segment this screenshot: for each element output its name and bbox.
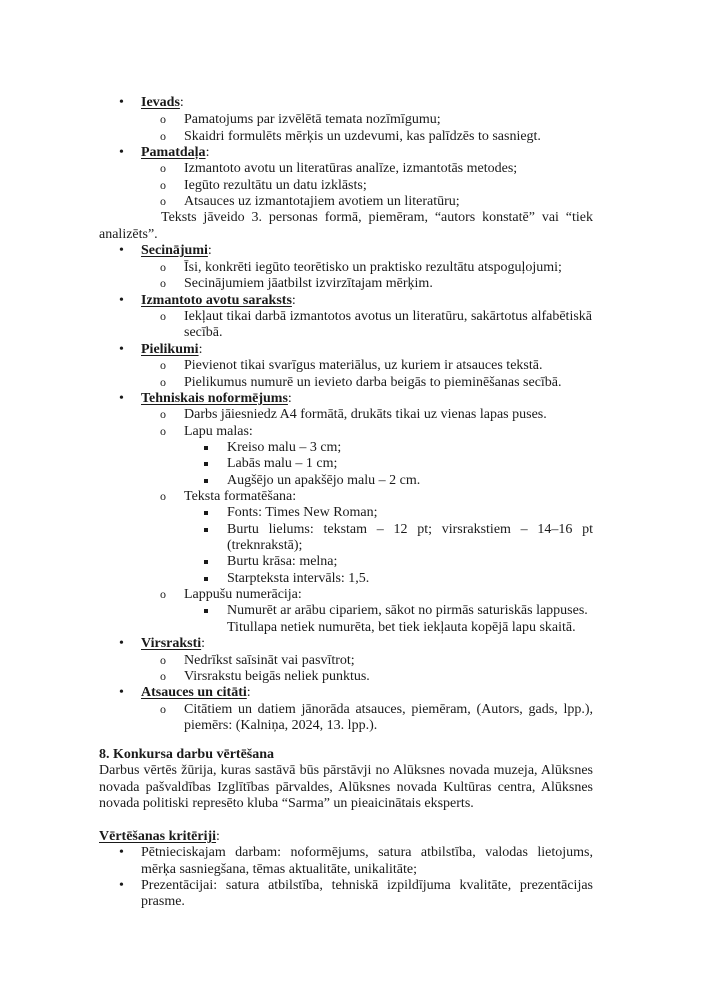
colon: :	[179, 95, 184, 110]
paragraph-line: Darbus vērtēs žūrija, kuras sastāvā būs pārstāvji no Alūksnes novada muzeja, Alūksnes	[99, 763, 593, 778]
list-item-continuation: prasme.	[141, 894, 185, 909]
list-item: o Iekļaut tikai darbā izmantotos avotus un literatūru, sakārtotus alfabētiskā	[184, 309, 592, 325]
sub-list-item: Numurēt ar arābu cipariem, sākot no pirmās saturiskās lappuses.	[227, 603, 588, 618]
section-title: Izmantoto avotu saraksts	[141, 293, 292, 308]
section-title: Pielikumi	[141, 342, 199, 357]
list-item: o Izmantoto avotu un literatūras analīze, izmantotās metodes;	[184, 161, 517, 177]
section-title: Ievads	[141, 95, 180, 110]
list-item: o Nedrīkst saīsināt vai pasvītrot;	[184, 653, 355, 669]
colon: :	[207, 243, 212, 258]
list-item: • Pētnieciskajam darbam: noformējums, satura atbilstība, valodas lietojums,	[141, 845, 593, 861]
list-item: • Prezentācijai: satura atbilstība, tehniskā izpildījuma kvalitāte, prezentācijas	[141, 878, 593, 894]
colon: :	[216, 829, 220, 844]
sub-list-item-continuation: (treknrakstā);	[227, 538, 303, 553]
list-item: o Secinājumiem jāatbilst izvirzītajam mērķim.	[184, 276, 433, 292]
list-item: o Pamatojums par izvēlētā temata nozīmīgumu;	[184, 112, 441, 128]
list-item-continuation: mērķa sasniegšana, tēmas aktualitāte, unikalitāte;	[141, 862, 418, 877]
sub-list-item: Labās malu – 1 cm;	[227, 456, 338, 471]
section-ievads	[141, 95, 184, 111]
list-item: o Lappušu numerācija:	[184, 587, 302, 603]
paragraph-line: novada politiski represēto kluba “Sarma” un pieaicinātais eksperts.	[99, 796, 474, 811]
section-heading: 8. Konkursa darbu vērtēšana	[99, 747, 275, 762]
list-item: o Iegūto rezultātu un datu izklāsts;	[184, 178, 367, 194]
list-item: o Skaidri formulēts mērķis un uzdevumi, kas palīdzēs to sasniegt.	[184, 129, 541, 145]
list-item-continuation: secībā.	[184, 325, 223, 340]
list-item: o Īsi, konkrēti iegūto teorētisko un praktisko rezultātu atspoguļojumi;	[184, 260, 562, 276]
colon: :	[246, 685, 251, 700]
section-secinajumi	[141, 243, 212, 259]
list-item-continuation: piemērs: (Kalniņa, 2024, 13. lpp.).	[184, 718, 378, 733]
sub-list-item: Starpteksta intervāls: 1,5.	[227, 571, 370, 586]
list-item: o Atsauces uz izmantotajiem avotiem un literatūru;	[184, 194, 460, 210]
paragraph-line: novada pašvaldības Izglītības pārvaldes, Alūksnes novada Kultūras centra, Alūksnes	[99, 780, 593, 795]
section-title: Secinājumi	[141, 243, 208, 258]
list-item: o Darbs jāiesniedz A4 formātā, drukāts tikai uz vienas lapas puses.	[184, 407, 547, 423]
criteria-heading	[99, 829, 220, 845]
colon: :	[287, 391, 292, 406]
list-item: o Pielikumus numurē un ievieto darba beigās to pieminēšanas secībā.	[184, 375, 562, 391]
list-item: o Lapu malas:	[184, 424, 253, 440]
colon: :	[198, 342, 203, 357]
criteria-title: Vērtēšanas kritēriji	[99, 829, 217, 844]
section-atsauces	[141, 685, 251, 701]
colon: :	[205, 145, 210, 160]
sub-list-item: Fonts: Times New Roman;	[227, 505, 378, 520]
colon: :	[201, 636, 206, 651]
sub-list-item: Kreiso malu – 3 cm;	[227, 440, 342, 455]
sub-list-item: Burtu lielums: tekstam – 12 pt; virsrakstiem – 14–16 pt	[227, 522, 593, 537]
sub-list-item: Burtu krāsa: melna;	[227, 554, 338, 569]
list-item: o Citātiem un datiem jānorāda atsauces, piemēram, (Autors, gads, lpp.),	[184, 702, 593, 718]
list-item: o Pievienot tikai svarīgus materiālus, uz kuriem ir atsauces tekstā.	[184, 358, 542, 374]
sub-list-item-continuation: Titullapa netiek numurēta, bet tiek iekļauta kopējā lapu skaitā.	[227, 620, 576, 635]
section-title: Pamatdaļa	[141, 145, 206, 160]
note-line: Teksts jāveido 3. personas formā, piemēram, “autors konstatē” vai “tiek	[161, 210, 593, 225]
sub-list-item: Augšējo un apakšējo malu – 2 cm.	[227, 473, 421, 488]
section-title: Tehniskais noformējums	[141, 391, 288, 406]
note-line: analizēts”.	[99, 227, 158, 242]
colon: :	[291, 293, 296, 308]
section-avoti	[141, 293, 296, 309]
section-pamatdala	[141, 145, 209, 161]
list-item: o Teksta formatēšana:	[184, 489, 296, 505]
section-tehniskais	[141, 391, 292, 407]
section-title: Atsauces un citāti	[141, 685, 247, 700]
section-pielikumi	[141, 342, 202, 358]
section-title: Virsraksti	[141, 636, 202, 651]
list-item: o Virsrakstu beigās neliek punktus.	[184, 669, 370, 685]
section-virsraksti	[141, 636, 205, 652]
